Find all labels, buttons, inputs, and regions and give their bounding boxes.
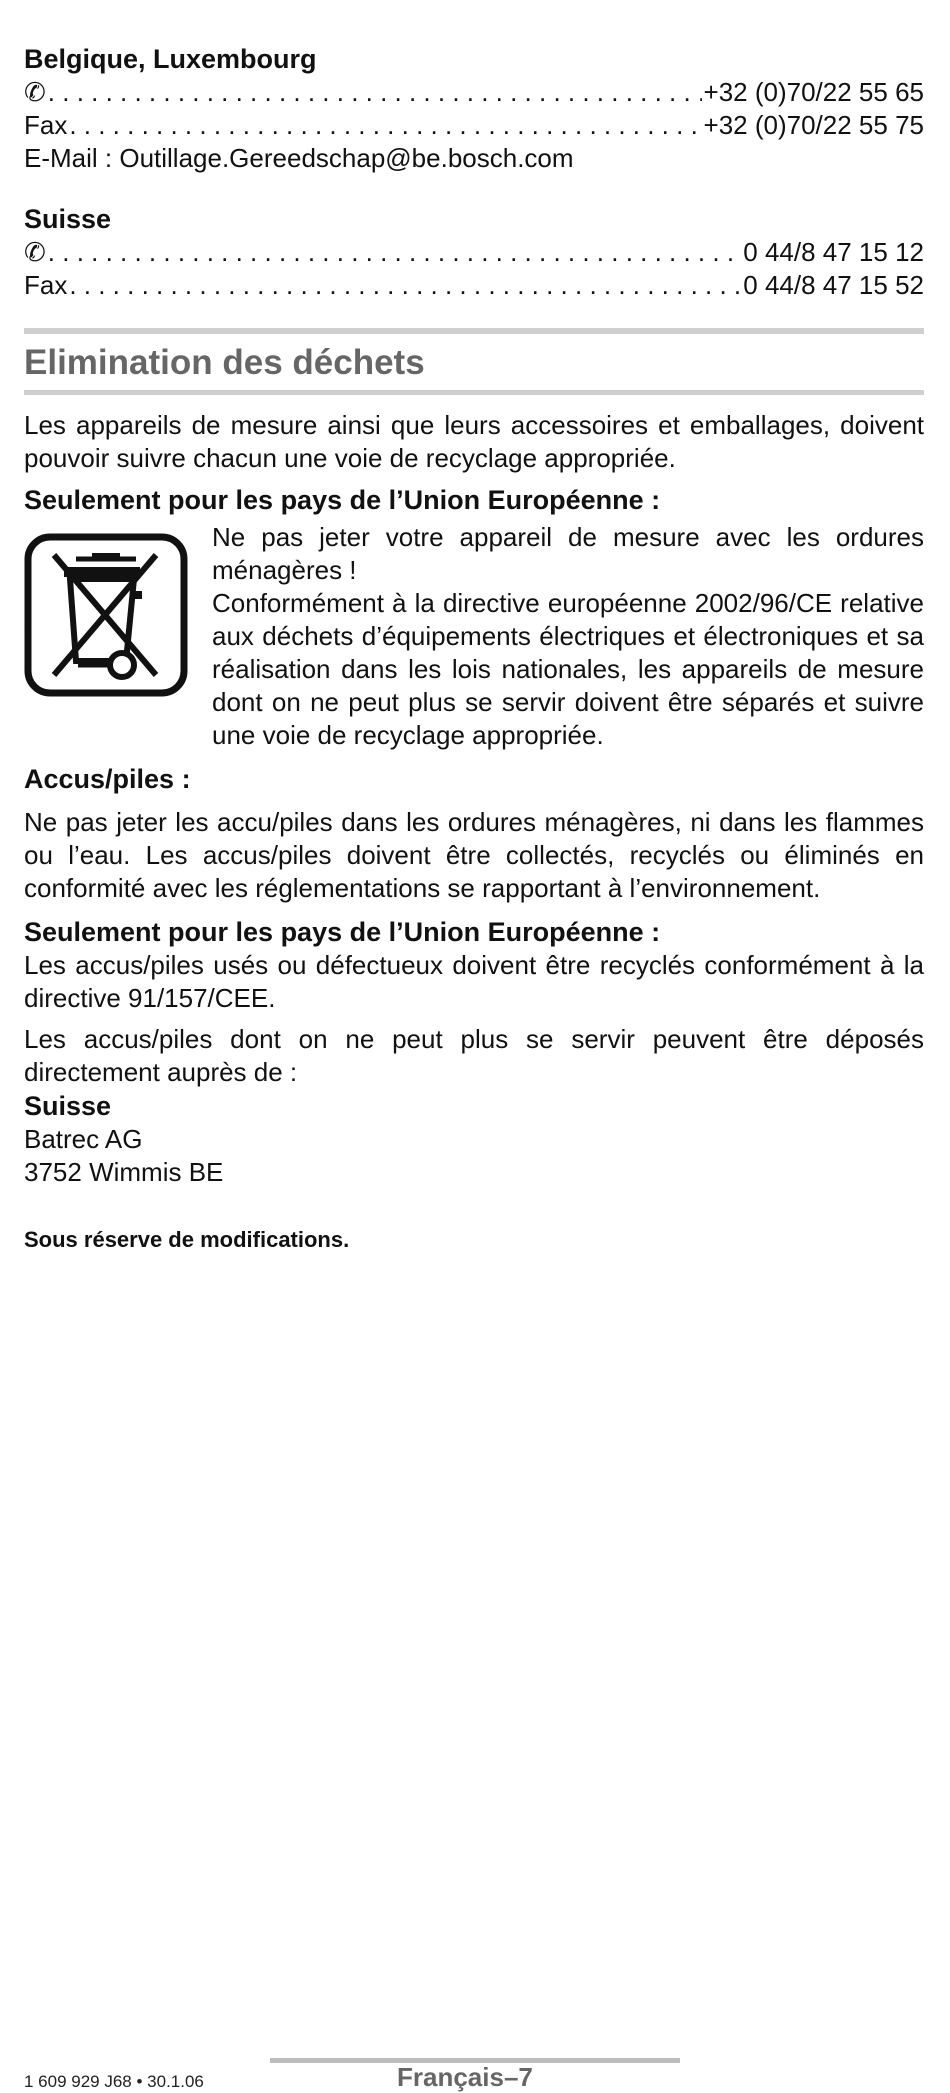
deposit-address: 3752 Wimmis BE: [24, 1157, 224, 1187]
fax-label: Fax: [24, 110, 68, 140]
phone-icon: ✆: [24, 237, 46, 267]
weee-text-line-2: Conformément à la directive européenne 2002/96/CE relative aux déchets d’équipements électriques et électroniques et sa réalisation dans les lois nationales, les appareils de mesure dont on ne peut plus se servir doivent être séparés et suivre une voie de recyclage appropriée.: [212, 588, 924, 750]
disposal-intro: Les appareils de mesure ainsi que leurs accessoires et emballages, doivent pouvoir suivre chacun une voie de recyclage appropriée.: [24, 410, 924, 473]
weee-text-line-1: Ne pas jeter votre appareil de mesure avec les ordures ménagères !: [212, 522, 924, 585]
dot-leader: [48, 236, 741, 269]
deposit-text: Les accus/piles dont on ne peut plus se servir peuvent être déposés directement auprès de :: [24, 1024, 924, 1087]
switzerland-heading: Suisse: [24, 204, 112, 234]
battery-text: Ne pas jeter les accu/piles dans les ordures ménagères, ni dans les flammes ou l’eau. Les accus/piles doivent être collectés, recyclés ou éliminés en conformité avec les réglementations se rapportant à l’environnement.: [24, 807, 924, 903]
switzerland-phone-line: [24, 236, 924, 269]
document-reference: 1 609 929 J68 • 30.1.06: [24, 2072, 204, 2091]
crossed-out-wheelie-bin-icon: [24, 533, 188, 697]
dot-leader: [69, 109, 701, 142]
deposit-company: Batrec AG: [24, 1124, 143, 1154]
belgium-phone: +32 (0)70/22 55 65: [703, 77, 924, 107]
switzerland-fax: 0 44/8 47 15 52: [743, 270, 924, 300]
deposit-country: Suisse: [24, 1091, 112, 1121]
weee-text: [212, 521, 924, 752]
dot-leader: [48, 76, 702, 109]
section-title: Elimination des déchets: [24, 343, 425, 382]
document-page: [24, 42, 924, 1253]
weee-block: [24, 521, 924, 752]
belgium-phone-line: [24, 76, 924, 109]
belgium-heading: Belgique, Luxembourg: [24, 44, 317, 74]
section-divider: [24, 390, 924, 395]
eu-battery-text: Les accus/piles usés ou défectueux doivent être recyclés conformément à la directive 91/157/CEE.: [24, 950, 924, 1013]
battery-heading: Accus/piles :: [24, 764, 191, 794]
page-number: Français–7: [397, 2062, 533, 2092]
modification-note: Sous réserve de modifications.: [24, 1227, 350, 1252]
belgium-fax-line: [24, 109, 924, 142]
dot-leader: [69, 269, 741, 302]
section-divider: [24, 328, 924, 334]
eu-heading: Seulement pour les pays de l’Union Européenne :: [24, 917, 661, 947]
contact-belgium: [24, 42, 924, 175]
switzerland-fax-line: [24, 269, 924, 302]
phone-icon: ✆: [24, 77, 46, 107]
contact-switzerland: [24, 202, 924, 302]
eu-heading: Seulement pour les pays de l’Union Européenne :: [24, 485, 661, 515]
switzerland-phone: 0 44/8 47 15 12: [743, 237, 924, 267]
belgium-email: E-Mail : Outillage.Gereedschap@be.bosch.com: [24, 143, 574, 173]
belgium-fax: +32 (0)70/22 55 75: [703, 110, 924, 140]
fax-label: Fax: [24, 270, 68, 300]
